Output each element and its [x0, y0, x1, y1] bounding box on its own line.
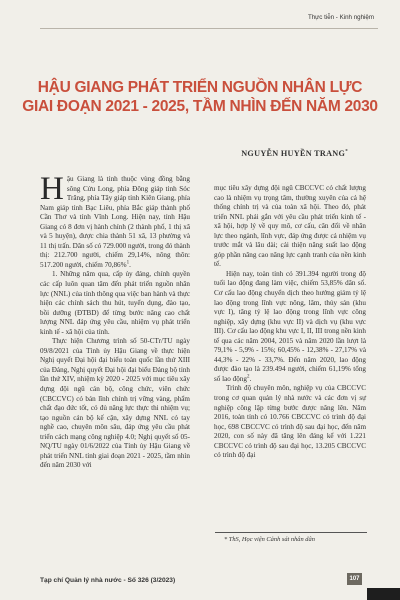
paragraph-intro-text: ậu Giang là tỉnh thuộc vùng đồng bằng sông Cửu Long, phía Đông giáp tỉnh Sóc Trăng, phía Tây giáp tỉnh Kiên Giang, phía Nam giáp tỉnh Bạc Liêu, phía Bắc giáp thành phố Cần Thơ và tỉnh Vĩnh Long. Hiện nay, tỉnh Hậu Giang có 8 đơn vị hành chính (2 thành phố, 1 thị xã và 5 huyện), được chia thành 51 xã, 13 phường và 11 thị trấn. Dân số có 729.000 người, trong đó thành thị: 212.700 người, chiếm 29,14%, nông thôn: 517.200 người, chiếm 70,86%: [40, 175, 191, 269]
article-title-line-2: GIAI ĐOẠN 2021 - 2025, TẦM NHÌN ĐẾN NĂM 2030: [22, 98, 378, 115]
author-footnote-marker: *: [345, 149, 348, 155]
paragraph-qualifications: Trình độ chuyên môn, nghiệp vụ của CBCCVC trong cơ quan quản lý nhà nước và các đơn vị sự nghiệp công lập từng bước được nâng lên. Năm 2016, toàn tỉnh có 10.766 CBCCVC có trình độ đại học, 698 CBCCVC có trình độ sau đại học, đến năm 2020, con số này đã tăng lên đáng kể với 1.221 CBCCVC có trình độ sau đại học, 13.205 CBCCVC có trình độ đại: [214, 384, 366, 460]
author-footnote: * ThS, Học viện Cảnh sát nhân dân: [224, 536, 315, 543]
paragraph-objectives: mục tiêu xây dựng đội ngũ CBCCVC có chất lượng cao là nhiệm vụ trọng tâm, thường xuyên của cả hệ thống chính trị và của toàn xã hội. Theo đó, phát triển NNL phải gắn với yêu cầu phát triển kinh tế - xã hội, hợp lý về quy mô, cơ cấu, cân đối về nhân lực theo ngành, lĩnh vực, đáp ứng được cả nhiệm vụ trước mắt và lâu dài; cải thiện năng suất lao động góp phần nâng cao năng lực cạnh tranh của nền kinh tế.: [214, 184, 366, 269]
page-number: 107: [347, 573, 362, 585]
drop-cap: H: [40, 171, 64, 207]
footnote-ref-2: 2: [246, 374, 250, 380]
author-name: NGUYỄN HUYỀN TRANG: [241, 149, 346, 158]
journal-footer: Tạp chí Quản lý nhà nước - Số 326 (3/2023): [40, 577, 176, 584]
author-byline: [241, 149, 348, 158]
right-column: [214, 184, 366, 461]
paragraph-policy: 1. Những năm qua, cấp ủy đảng, chính quyền các cấp luôn quan tâm đến phát triển nguồn nhân lực (NNL) của tỉnh thông qua việc ban hành và thực hiện các chính sách thu hút, tuyển dụng, đào tạo, bồi dưỡng (ĐTBD) để từng bước nâng cao chất lượng NNL đáp ứng yêu cầu, nhiệm vụ phát triển kinh tế - xã hội của tỉnh.: [40, 270, 190, 336]
footnote-ref-1: 1: [126, 260, 130, 266]
left-column: [40, 171, 191, 471]
header-rule: [40, 28, 378, 29]
article-title-line-1: HẬU GIANG PHÁT TRIỂN NGUỒN NHÂN LỰC: [37, 79, 363, 96]
page-edge-bar: [367, 588, 400, 600]
paragraph-program: Thực hiện Chương trình số 50-CTr/TU ngày 09/8/2021 của Tỉnh ủy Hậu Giang về thực hiện Nghị quyết Đại hội đại biểu toàn quốc lần thứ XIII của Đảng, Nghị quyết Đại hội đại biểu Đảng bộ tỉnh lần thứ XIV, nhiệm kỳ 2020 - 2025 với mục tiêu xây dựng đội ngũ cán bộ, công chức, viên chức (CBCCVC) có bản lĩnh chính trị vững vàng, phẩm chất đạo đức tốt, có đủ năng lực thực thi nhiệm vụ; tạo nguồn cán bộ kế cận, xây dựng NNL có tay nghề cao, chuyên môn sâu, đáp ứng yêu cầu phát triển cách mạng công nghiệp 4.0; Nghị quyết số 05-NQ/TU ngày 01/6/2022 của Tỉnh ủy Hậu Giang về phát triển NNL tỉnh giai đoạn 2021 - 2025, tầm nhìn đến năm 2030 với: [40, 337, 190, 470]
paragraph-labor: Hiện nay, toàn tỉnh có 391.394 người trong độ tuổi lao động đang làm việc, chiếm 53,85% dân số. Cơ cấu lao động chuyển dịch theo hướng giảm tỷ lệ lao động trong lĩnh vực nông, lâm, thủy sản (khu vực I), tăng tỷ lệ lao động trong lĩnh vực công nghiệp, xây dựng (khu vực II) và dịch vụ (khu vực III). Cơ cấu lao động khu vực I, II, III trong nền kinh tế qua các năm 2004, 2015 và năm 2020 lần lượt là 79,1% - 5,9% - 15%; 60,45% - 12,38% - 27,17% và 44,3% - 22% - 33,7%. Đến năm 2020, lao động được đào tạo là 239.494 người, chiếm 61,19% tổng số lao động$^2$.: [214, 269, 366, 383]
section-label: Thực tiễn - Kinh nghiệm: [307, 14, 374, 21]
footnote-rule: [215, 532, 367, 533]
paragraph-intro: Hậu Giang là tỉnh thuộc vùng đồng bằng sông Cửu Long, phía Đông giáp tỉnh Sóc Trăng, phía Tây giáp tỉnh Kiên Giang, phía Nam giáp tỉnh Bạc Liêu, phía Bắc giáp thành phố Cần Thơ và tỉnh Vĩnh Long. Hiện nay, tỉnh Hậu Giang có 8 đơn vị hành chính (2 thành phố, 1 thị xã và 5 huyện), được chia thành 51 xã, 13 phường và 11 thị trấn. Dân số có 729.000 người, trong đó thành thị: 212.700 người, chiếm 29,14%, nông thôn: 517.200 người, chiếm 70,86%$^1$.: [40, 171, 191, 269]
